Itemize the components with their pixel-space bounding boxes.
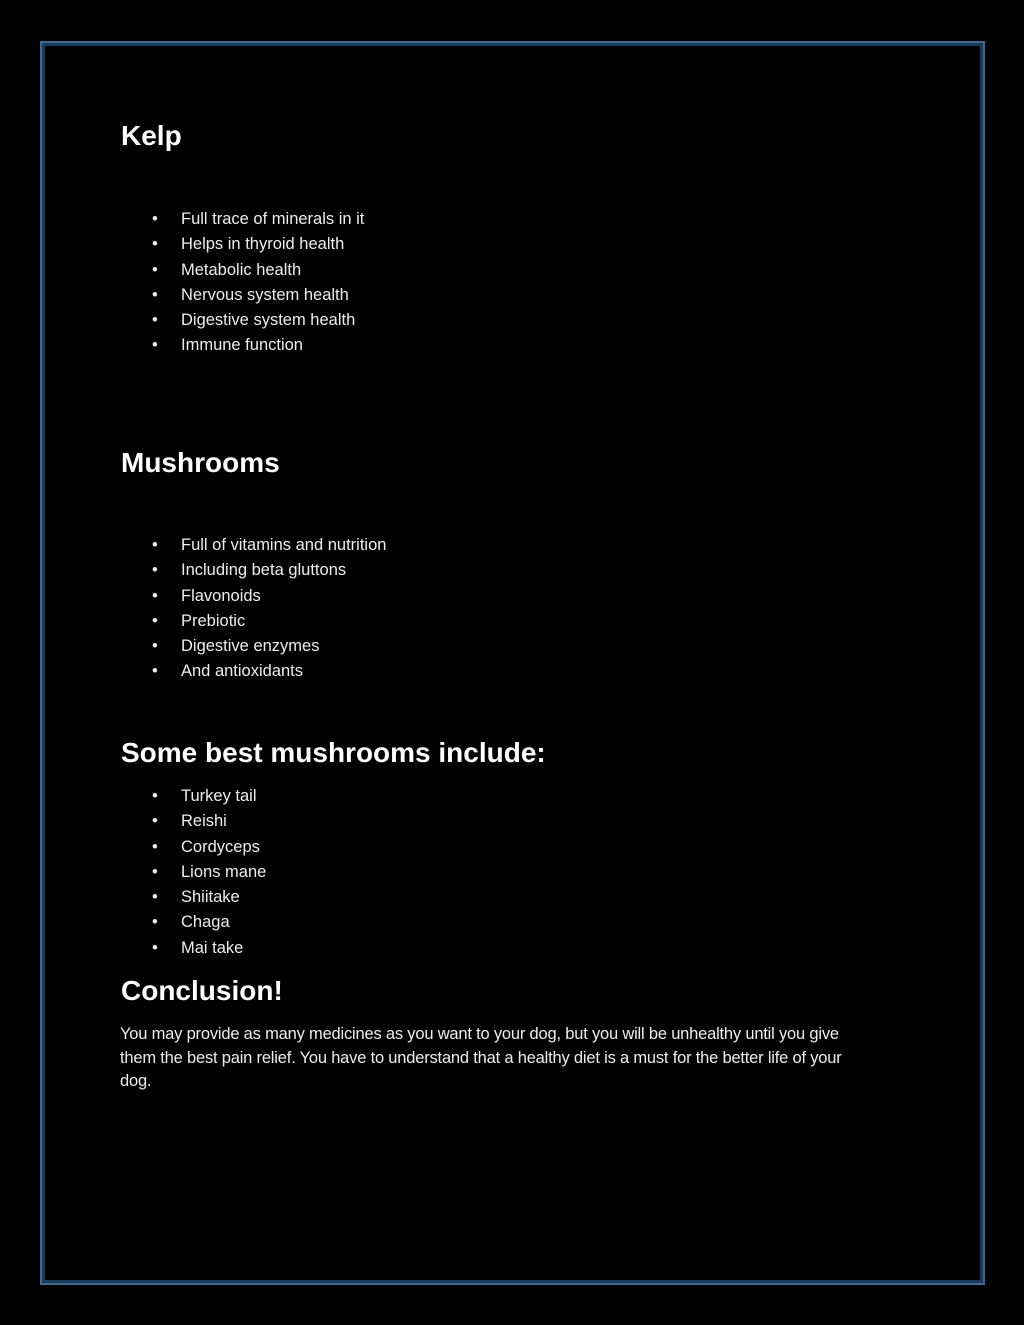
list-item-label: Immune function — [181, 336, 303, 355]
best-mushrooms-list — [152, 784, 266, 961]
list-item-label: Turkey tail — [181, 787, 257, 805]
bullet-icon: • — [152, 235, 158, 254]
list-item-label: Mai take — [181, 938, 244, 957]
list-item-label: Lions mane — [181, 862, 267, 881]
list-item-label: And antioxidants — [181, 662, 304, 681]
list-item-label: Flavonoids — [181, 586, 261, 605]
bullet-icon: • — [152, 662, 158, 681]
list-item — [152, 609, 386, 634]
list-item — [152, 207, 364, 232]
bullet-icon: • — [152, 837, 158, 856]
bullet-icon: • — [152, 536, 158, 554]
heading-mushrooms: Mushrooms — [121, 447, 280, 478]
bullet-icon: • — [152, 561, 158, 580]
list-item — [152, 910, 266, 935]
list-item — [152, 835, 266, 860]
conclusion-paragraph-line: them the best pain relief. You have to understand that a healthy diet is a must for the better life of your — [120, 1048, 842, 1067]
bullet-icon: • — [152, 336, 158, 355]
list-item-label: Digestive system health — [181, 311, 356, 330]
bullet-icon: • — [152, 611, 158, 630]
heading-kelp: Kelp — [121, 120, 182, 151]
list-item — [152, 533, 386, 558]
list-item — [152, 584, 386, 609]
mushroom-benefits-list — [152, 533, 386, 685]
list-item — [152, 659, 386, 684]
list-item — [152, 308, 364, 333]
conclusion-paragraph-line: You may provide as many medicines as you want to your dog, but you will be unhealthy until you give — [120, 1025, 839, 1043]
list-item — [152, 558, 386, 583]
bullet-icon: • — [152, 311, 158, 330]
bullet-icon: • — [152, 938, 158, 957]
list-item — [152, 283, 364, 308]
list-item-label: Metabolic health — [181, 260, 302, 279]
list-item-label: Prebiotic — [181, 611, 246, 630]
list-item — [152, 258, 364, 283]
list-item — [152, 860, 266, 885]
list-item — [152, 232, 364, 257]
heading-conclusion: Conclusion! — [121, 975, 283, 1006]
list-item — [152, 634, 386, 659]
bullet-icon: • — [152, 260, 158, 279]
list-item — [152, 809, 266, 834]
conclusion-paragraph — [120, 1023, 842, 1094]
conclusion-paragraph-line: dog. — [120, 1072, 152, 1090]
bullet-icon: • — [152, 210, 158, 228]
bullet-icon: • — [152, 787, 158, 805]
list-item-label: Cordyceps — [181, 837, 260, 856]
list-item — [152, 333, 364, 358]
list-item-label: Helps in thyroid health — [181, 235, 345, 254]
bullet-icon: • — [152, 862, 158, 881]
list-item — [152, 784, 266, 809]
list-item-label: Nervous system health — [181, 285, 349, 304]
list-item — [152, 885, 266, 910]
list-item-label: Full trace of minerals in it — [181, 210, 365, 228]
bullet-icon: • — [152, 285, 158, 304]
bullet-icon: • — [152, 812, 158, 831]
bullet-icon: • — [152, 913, 158, 932]
kelp-benefits-list — [152, 207, 364, 359]
bullet-icon: • — [152, 586, 158, 605]
bullet-icon: • — [152, 888, 158, 907]
list-item-label: Full of vitamins and nutrition — [181, 536, 387, 554]
list-item-label: Chaga — [181, 913, 230, 932]
list-item-label: Shiitake — [181, 888, 240, 907]
heading-best-mushrooms: Some best mushrooms include: — [121, 737, 546, 768]
list-item-label: Digestive enzymes — [181, 637, 320, 656]
list-item-label: Reishi — [181, 812, 227, 831]
list-item — [152, 936, 266, 961]
list-item-label: Including beta gluttons — [181, 561, 347, 580]
bullet-icon: • — [152, 637, 158, 656]
